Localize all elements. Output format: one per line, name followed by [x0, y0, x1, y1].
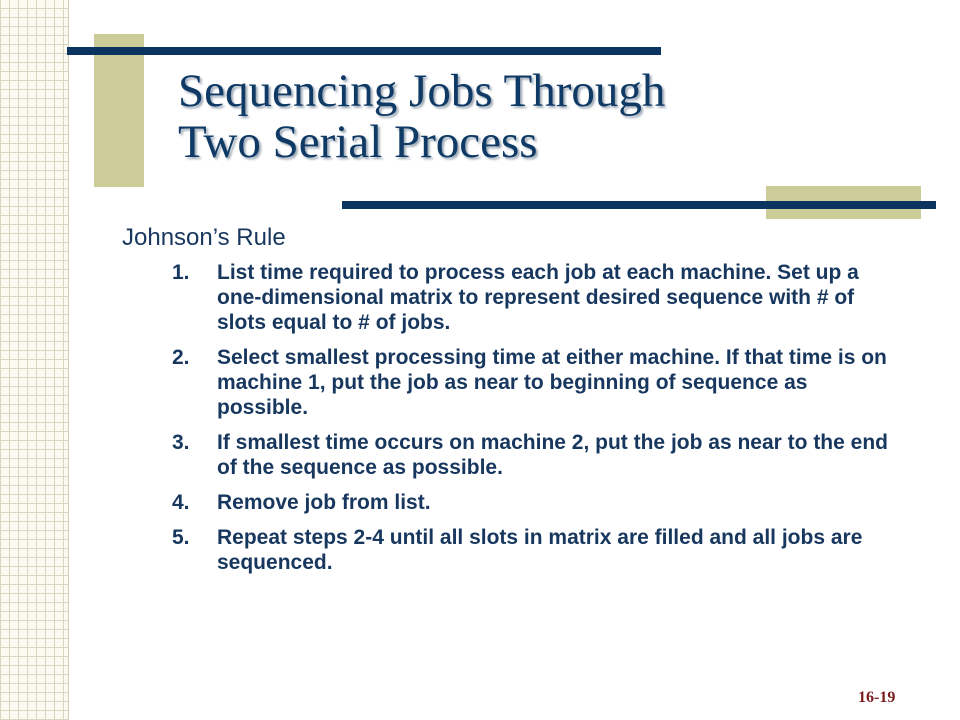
step-text: Select smallest processing time at either machine. If that time is on machine 1, put the job as near to beginning of sequence as possible.: [217, 346, 887, 419]
step-text: If smallest time occurs on machine 2, put the job as near to the end of the sequence as possible.: [217, 431, 888, 479]
slide-title-line-1: Sequencing Jobs Through: [178, 65, 666, 117]
step-number: 4.: [172, 491, 190, 514]
steps-list: [172, 260, 892, 585]
step-text: Remove job from list.: [217, 491, 431, 514]
title-rule-top: [67, 47, 661, 55]
step-number: 1.: [172, 261, 190, 284]
slide-title: [178, 66, 798, 168]
step-item: [172, 345, 892, 420]
step-text: List time required to process each job at each machine. Set up a one-dimensional matrix to represent desired sequence with # of slots equal to # of jobs.: [217, 261, 859, 334]
section-heading: Johnson’s Rule: [122, 224, 286, 251]
step-item: [172, 260, 892, 335]
step-item: [172, 490, 892, 515]
left-grid-pattern: [0, 0, 69, 720]
step-number: 3.: [172, 431, 190, 454]
step-item: [172, 430, 892, 480]
step-text: Repeat steps 2-4 until all slots in matrix are filled and all jobs are sequenced.: [217, 526, 863, 574]
page-number: 16-19: [858, 689, 896, 706]
step-number: 5.: [172, 526, 190, 549]
slide-title-line-2: Two Serial Process: [178, 116, 538, 168]
step-item: [172, 525, 892, 575]
accent-block-top-left: [94, 34, 144, 187]
step-number: 2.: [172, 346, 190, 369]
title-rule-bottom: [342, 201, 936, 209]
